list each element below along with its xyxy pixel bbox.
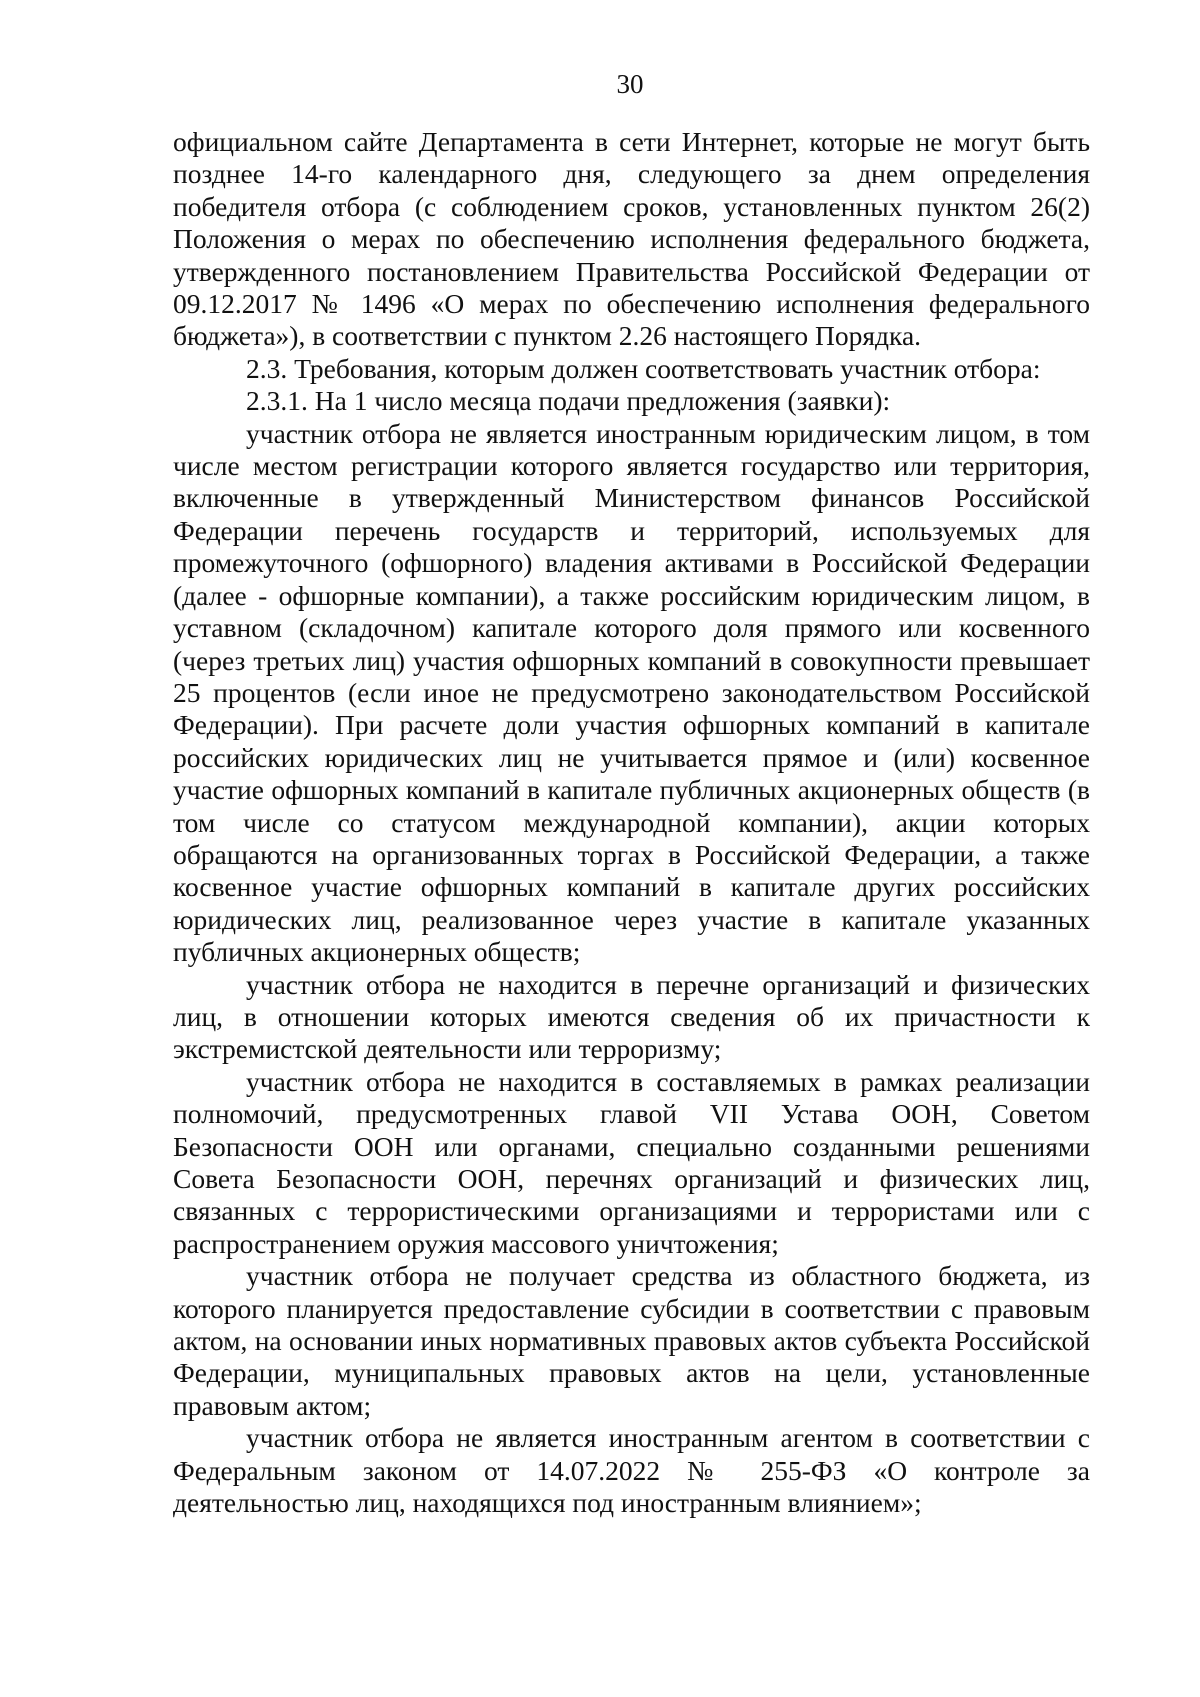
paragraph-7: участник отбора не получает средства из областного бюджета, из которого планируется предоставление субсидии в соответствии с правовым актом, на основании иных нормативных правовых актов субъекта Российской Федерации, муниципальных правовых актов на цели, установленные правовым актом; xyxy=(173,1260,1090,1421)
paragraph-4: участник отбора не является иностранным юридическим лицом, в том числе местом регистрации которого является государство или территория, включенные в утвержденный Министерством финансов Российской Федерации перечень государств и территорий, используемых для промежуточного (офшорного) владения активами в Российской Федерации (далее - офшорные компании), а также российским юридическим лицом, в уставном (складочном) капитале которого доля прямого или косвенного (через третьих лиц) участия офшорных компаний в совокупности превышает 25 процентов (если иное не предусмотрено законодательством Российской Федерации). При расчете доли участия офшорных компаний в капитале российских юридических лиц не учитывается прямое и (или) косвенное участие офшорных компаний в капитале публичных акционерных обществ (в том числе со статусом международной компании), акции которых обращаются на организованных торгах в Российской Федерации, а также косвенное участие офшорных компаний в капитале других российских юридических лиц, реализованное через участие в капитале указанных публичных акционерных обществ; xyxy=(173,417,1090,968)
paragraph-5: участник отбора не находится в перечне организаций и физических лиц, в отношении которых имеются сведения об их причастности к экстремистской деятельности или терроризму; xyxy=(173,968,1090,1065)
paragraph-3: 2.3.1. На 1 число месяца подачи предложения (заявки): xyxy=(246,385,891,417)
paragraph-1: официальном сайте Департамента в сети Интернет, которые не могут быть позднее 14-го календарного дня, следующего за днем определения победителя отбора (с соблюдением сроков, установленных пунктом 26(2) Положения о мерах по обеспечению исполнения федерального бюджета, утвержденного постановлением Правительства Российской Федерации от 09.12.2017 № 1496 «О мерах по обеспечению исполнения федерального бюджета»), в соответствии с пунктом 2.26 настоящего Порядка. xyxy=(173,126,1090,352)
document-body xyxy=(173,126,1090,1519)
paragraph-6: участник отбора не находится в составляемых в рамках реализации полномочий, предусмотренных главой VII Устава ООН, Советом Безопасности ООН или органами, специально созданными решениями Совета Безопасности ООН, перечнях организаций и физических лиц, связанных с террористическими организациями и террористами или с распространением оружия массового уничтожения; xyxy=(173,1065,1090,1259)
paragraph-8: участник отбора не является иностранным агентом в соответствии с Федеральным законом от 14.07.2022 № 255-ФЗ «О контроле за деятельностью лиц, находящихся под иностранным влиянием»; xyxy=(173,1422,1090,1519)
page-number: 30 xyxy=(616,69,644,99)
paragraph-2: 2.3. Требования, которым должен соответствовать участник отбора: xyxy=(246,352,1041,384)
